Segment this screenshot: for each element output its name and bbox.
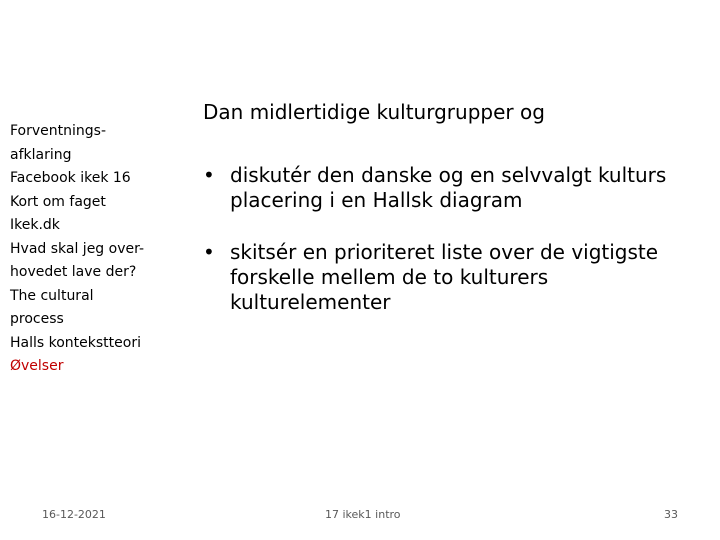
bullet-line: forskelle mellem de to kulturers — [230, 265, 549, 289]
sidebar-nav — [10, 120, 170, 379]
slide-heading: Dan midlertidige kulturgrupper og — [203, 100, 545, 124]
sidebar-item-hvad-skal-jeg[interactable]: Hvad skal jeg over- — [10, 240, 145, 257]
sidebar-item-ovelser[interactable]: Øvelser — [10, 358, 64, 374]
bullet-line: diskutér den danske og en selvvalgt kulturs — [230, 163, 667, 187]
sidebar-item-kort-om-faget[interactable]: Kort om faget — [10, 193, 106, 210]
sidebar-item-facebook[interactable]: Facebook ikek 16 — [10, 170, 131, 186]
footer-date: 16-12-2021 — [42, 508, 106, 521]
bullet-line: kulturelementer — [230, 290, 391, 314]
bullet-text — [230, 240, 703, 315]
sidebar-item-ikek-dk[interactable]: Ikek.dk — [10, 217, 60, 233]
sidebar-item-forventnings[interactable]: Forventnings- — [10, 123, 107, 139]
sidebar-item-the-cultural[interactable]: The cultural — [10, 287, 94, 304]
sidebar-item-hovedet[interactable]: hovedet lave der? — [10, 264, 137, 280]
sidebar-item-afklaring[interactable]: afklaring — [10, 146, 72, 163]
footer-course: 17 ikek1 intro — [325, 508, 401, 521]
bullet-item — [203, 163, 703, 213]
sidebar-item-halls-kontekstteori[interactable]: Halls kontekstteori — [10, 334, 141, 351]
bullet-line: skitsér en prioriteret liste over de vigtigste — [230, 240, 659, 264]
page-number: 33 — [664, 508, 678, 521]
bullet-list — [203, 163, 703, 342]
bullet-line: placering i en Hallsk diagram — [230, 188, 523, 212]
bullet-marker: • — [203, 240, 215, 264]
bullet-item — [203, 240, 703, 315]
sidebar-item-process[interactable]: process — [10, 311, 64, 327]
bullet-marker: • — [203, 163, 215, 187]
bullet-text — [230, 163, 703, 213]
